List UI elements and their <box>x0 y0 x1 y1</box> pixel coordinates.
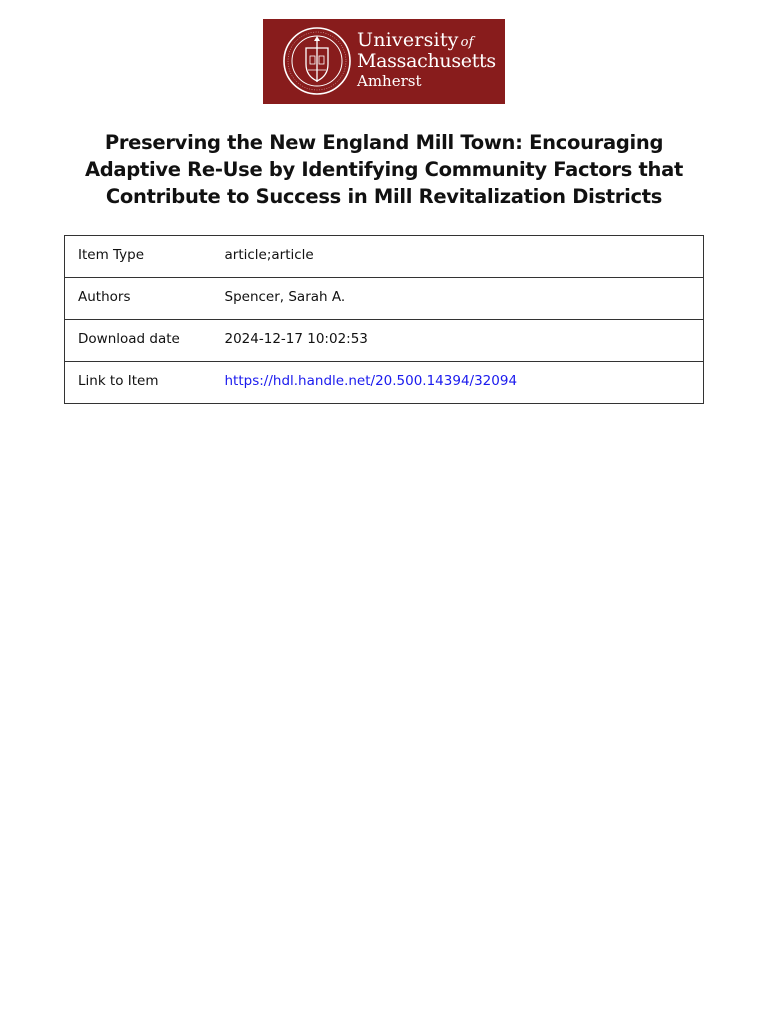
download-date-label: Download date <box>65 320 225 362</box>
authors-label: Authors <box>65 278 225 320</box>
table-row <box>65 362 704 404</box>
university-wordmark <box>357 31 496 89</box>
university-logo <box>263 19 505 104</box>
wordmark-amherst: Amherst <box>357 72 422 90</box>
document-title: Preserving the New England Mill Town: Encouraging Adaptive Re-Use by Identifying Community Factors that Contribute to Success in Mill Revitalization Districts <box>84 131 683 208</box>
link-to-item-label: Link to Item <box>65 362 225 404</box>
download-date-value: 2024-12-17 10:02:53 <box>225 320 704 362</box>
item-type-value: article;article <box>225 236 704 278</box>
item-link[interactable]: https://hdl.handle.net/20.500.14394/32094 <box>224 372 518 389</box>
link-to-item-cell <box>225 362 704 404</box>
wordmark-of: of <box>460 35 474 50</box>
table-row <box>65 320 704 362</box>
wordmark-university: University <box>357 29 459 51</box>
table-row <box>65 236 704 278</box>
table-row <box>65 278 704 320</box>
metadata-table <box>64 235 704 404</box>
item-type-label: Item Type <box>65 236 225 278</box>
wordmark-massachusetts: Massachusetts <box>357 50 496 72</box>
authors-value: Spencer, Sarah A. <box>225 278 704 320</box>
university-seal-icon <box>282 26 352 96</box>
